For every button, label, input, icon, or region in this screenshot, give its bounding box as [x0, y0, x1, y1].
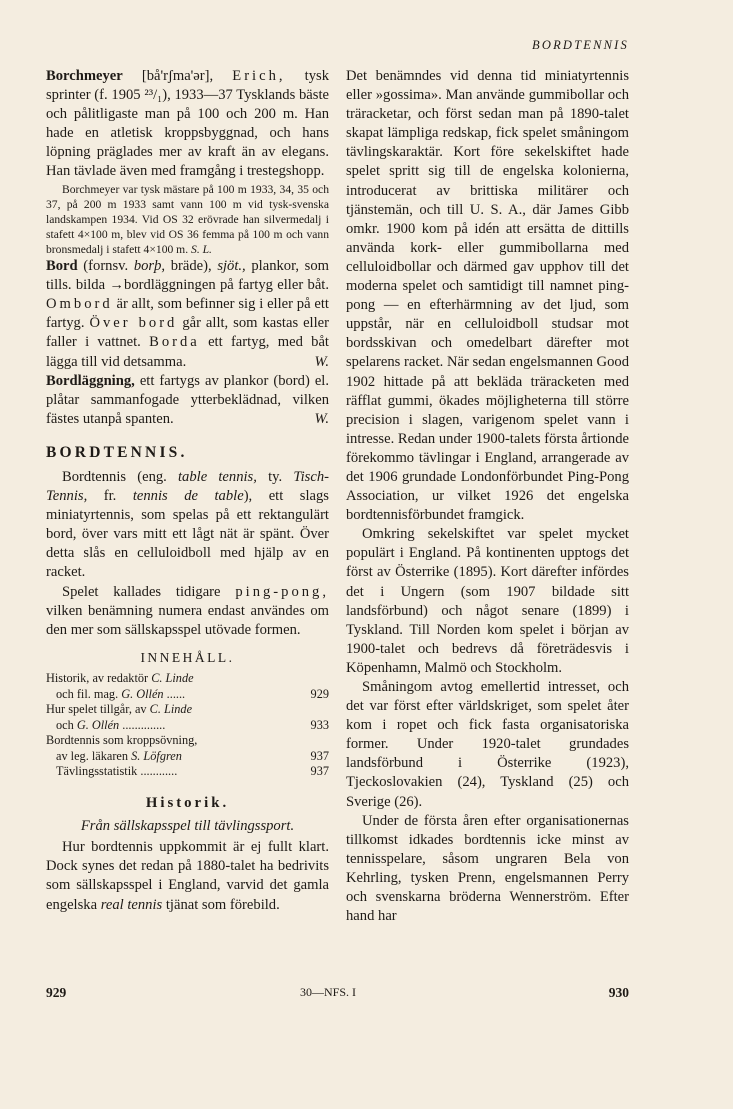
entry-head: Bord: [46, 258, 78, 275]
body-paragraph: Det benämndes vid denna tid miniatyrtennis eller »gossima». Man använde gummibollar och träracketar, och först sedan man på 1890-talet skapat lämpliga redskap, fick spelet småningom tävlingskaraktär. Kort före sekelskiftet hade spelet spritt sig till de engelska kolonierna, introducerat av brittiska militärer och tjänstemän, och till U. S. A., där James Gibb omkr. 1900 kom på idén att ersätta de dittills använda kork- eller gummibollarna med celluloidbollar och därmed gav upphov till det moderna spelet och samtidigt till namnet ping-pong — en efterhärmning av det ljud, som uppstår, när en celluloidboll studsar mot bordsskivan och omedelbart därefter mot spelarens racket. När sedan engelsmannen Good 1902 hittade på att bekläda träracketen med räfflat gummi, ökades möjligheterna till större precision i slagen, varigenom spelet vann i intresse. Redan under 1900-talets första årtionde förekommo tävlingar i England, arrangerade av det 1906 grundade Londonförbundet Ping-Pong Association, ur vilket 1926 det engelska bordtennisförbundet framgick.: [346, 68, 629, 524]
subsection-subtitle: Från sällskapsspel till tävlingssport.: [80, 818, 295, 835]
subsection-title: Historik.: [145, 795, 230, 812]
section-title: BORDTENNIS.: [46, 443, 188, 461]
right-column: [346, 67, 629, 926]
toc-title: INNEHÅLL.: [140, 649, 235, 665]
entry-borchmeyer: Borchmeyer [bå'rʃma'ər], Erich, tysk sprinter (f. 1905 ²³/₁), 1933—37 Tysklands bäste och pålitligaste man på 100 och 200 m. Han hade en atletisk kroppsbyggnad, och hans löpning präglades mer av kraft än av elegans. Han tävlade även med framgång i trestegshopp.: [46, 68, 329, 180]
body-paragraph: Omkring sekelskiftet var spelet mycket populärt i England. På kontinenten upptogs det först av Österrike (1895). Kort därefter infördes det i Ungern (som 1907 bildade sitt landsförbund) och något senare (1899) i Tyskland. Till Norden kom spelet i början av 1900-talet och bedrevs då företrädesvis i Köpenhamn, Malmö och Stockholm.: [346, 526, 629, 676]
running-head: BORDTENNIS: [532, 38, 629, 52]
signature: W.: [314, 353, 329, 370]
entry-borchmeyer-detail: Borchmeyer var tysk mästare på 100 m 1933, 34, 35 och 37, på 200 m 1933 samt vann 100 m vid tysk-svenska landskampen 1934. Vid OS 32 erövrade han silvermedalj i stafett 4×100 m, blev vid OS 36 femma på 100 m och vann bronsmedalj i stafett 4×100 m. S. L.: [46, 182, 329, 256]
left-column: [46, 67, 329, 915]
signature: W.: [314, 410, 329, 427]
page-number-right: 930: [608, 985, 629, 1000]
entry-bord: Bord (fornsv. borþ, bräde), sjöt., plankor, som tills. bilda →bordläggningen på fartyg eller båt. Ombord är allt, som befinner sig i eller på ett fartyg. Över bord går allt, som kastas eller faller i vattnet. Borda ett fartyg, med båt lägga till vid detsamma. W.: [46, 257, 329, 372]
toc-item: Tävlingsstatistik ............ 937: [56, 764, 329, 779]
arrow-icon: →: [109, 277, 125, 294]
toc-item: Historik, av redaktör C. Linde och fil. mag. G. Ollén ...... 929: [46, 670, 329, 701]
historik-paragraph: Hur bordtennis uppkommit är ej fullt klart. Dock synes det redan på 1880-talet ha bedrivits som sällskapsspel i England, varvid det gamla engelska real tennis tjänat som förebild.: [46, 839, 329, 913]
body-paragraph: Småningom avtog emellertid intresset, och det var först efter världskriget, som spelet åter kom i ropet och fick fasta organisatoriska former. Under 1920-talet grundades landsförbund i Österrike (1923), Tjeckoslovakien (24), Tyskland (25) och Sverige (26).: [346, 679, 629, 810]
body-paragraph: Under de första åren efter organisationernas tillkomst idkades bordtennis icke minst av tennisspelare, såsom ungraren Bela von Kehrling, tysken Prenn, engelsmannen Perry och svenskarna bröderna Wennerström. Efter hand har: [346, 812, 629, 925]
toc-item: Bordtennis som kroppsövning, av leg. läkaren S. Löfgren 937: [46, 733, 329, 763]
entry-head: Bordläggning,: [46, 372, 135, 389]
signature: S. L.: [191, 242, 212, 256]
signature-mark: 30—NFS. I: [300, 985, 357, 999]
toc-item: Hur spelet tillgår, av C. Linde och G. Ollén .............. 933: [46, 702, 329, 732]
entry-bordlaggning: Bordläggning, ett fartygs av plankor (bord) el. plåtar sammanfogade ytterbeklädnad, vilken fästes utanpå spanten. W.: [46, 372, 329, 429]
entry-head: Borchmeyer: [46, 68, 123, 84]
intro-paragraph: Bordtennis (eng. table tennis, ty. Tisch-Tennis, fr. tennis de table), ett slags miniatyrtennis, som spelas på ett rektangulärt bord, över vars mitt ett lågt nät är spänt. Över detta slås en celluloidboll med hjälp av en racket.: [46, 468, 329, 581]
table-of-contents: [46, 671, 329, 780]
intro-paragraph-2: Spelet kallades tidigare ping-pong, vilken benämning numera endast användes om den mer som sällskapsspel utövade formen.: [46, 583, 329, 638]
page-number-left: 929: [46, 985, 67, 1000]
